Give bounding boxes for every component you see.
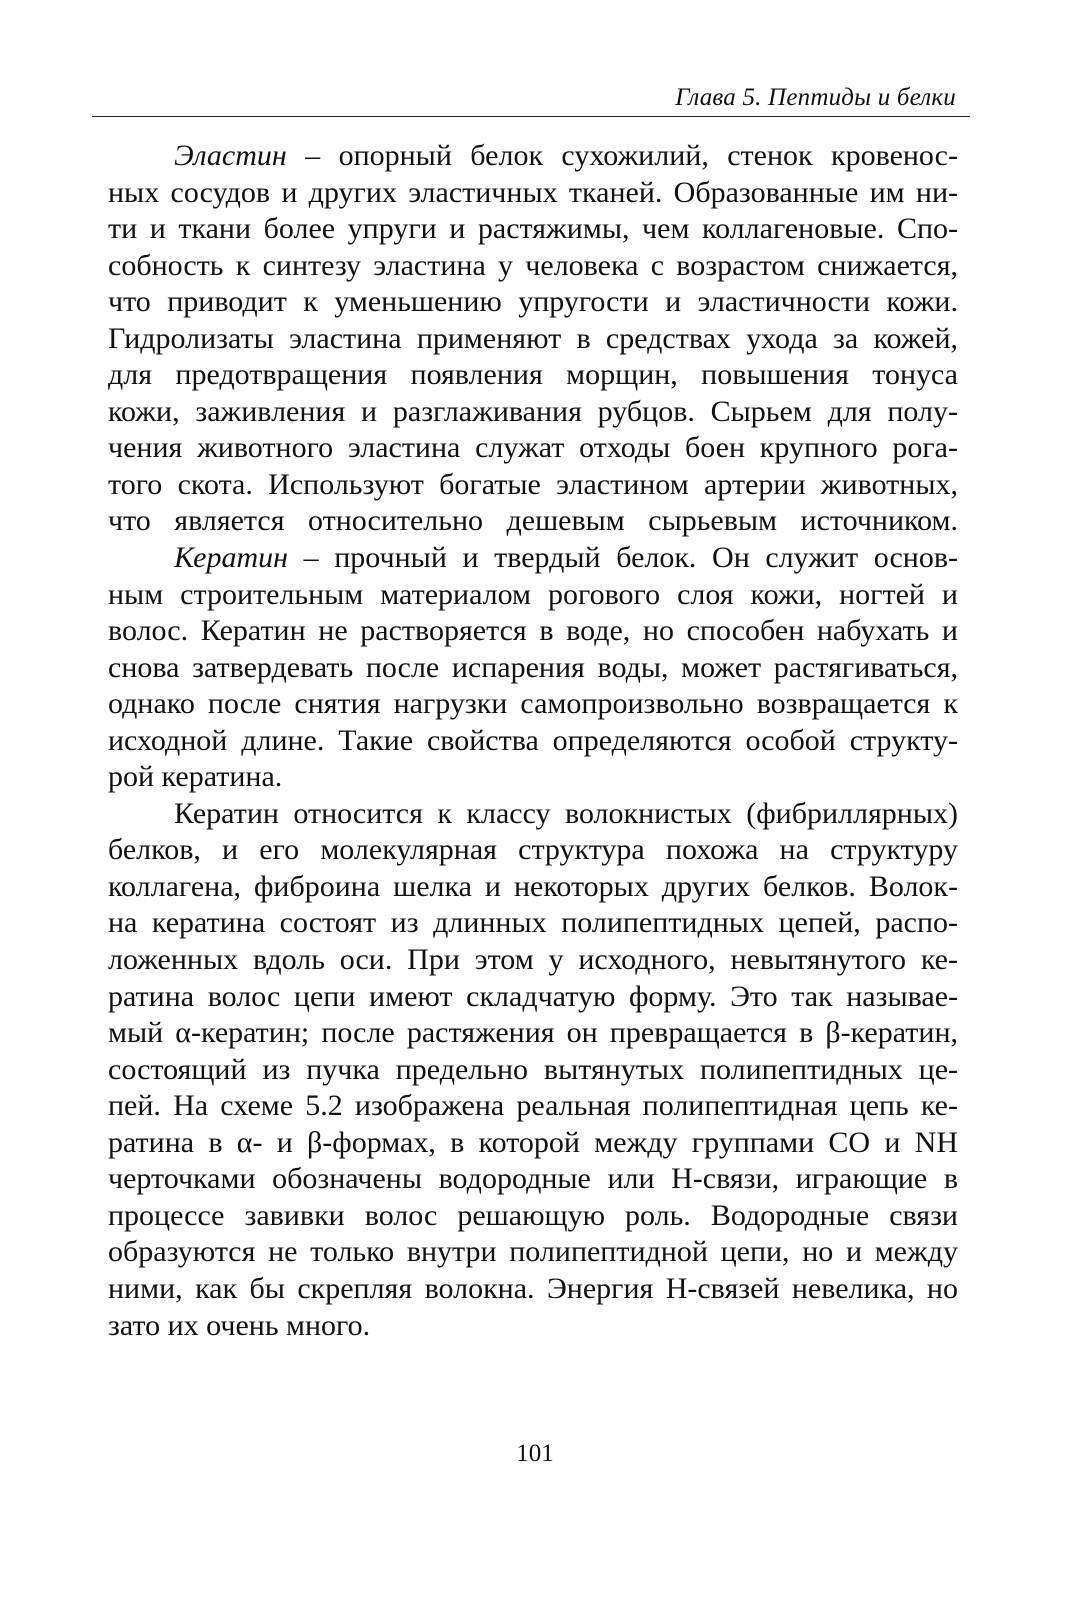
running-header — [92, 76, 970, 117]
paragraph-3-line: ратина волос цепи имеют складчатую форму. Это так называе- — [108, 979, 958, 1013]
paragraph-3-line: ложенных вдоль оси. При этом у исходного, невытянутого ке- — [108, 943, 958, 977]
paragraph-3-line: состоящий из пучка предельно вытянутых полипептидных це- — [108, 1052, 958, 1086]
paragraph-3-line: белков, и его молекулярная структура похожа на структуру — [108, 833, 958, 867]
paragraph-3-line: на кератина состоят из длинных полипептидных цепей, распо- — [108, 906, 958, 940]
page-number: 101 — [516, 1440, 554, 1467]
paragraph-2-line: волос. Кератин не растворяется в воде, но способен набухать и — [108, 614, 958, 648]
paragraph-2-line: рой кератина. — [108, 760, 283, 794]
paragraph-1-line: чения животного эластина служат отходы боен крупного рога- — [108, 431, 958, 465]
paragraph-1-line: что приводит к уменьшению упругости и эластичности кожи. — [108, 285, 958, 319]
paragraph-1-line: собность к синтезу эластина у человека с возрастом снижается, — [108, 248, 958, 282]
paragraph-1-line-1-text: – опорный белок сухожилий, стенок кровенос- — [286, 139, 958, 172]
paragraph-3-line: Кератин относится к классу волокнистых (фибриллярных) — [174, 796, 958, 830]
term-elastin: Эластин — [174, 139, 287, 172]
paragraph-2-line-1-text: – прочный и твердый белок. Он служит основ- — [288, 541, 958, 575]
page-body — [108, 138, 958, 1344]
paragraph-3-line: коллагена, фиброина шелка и некоторых других белков. Волок- — [108, 869, 958, 903]
paragraph-1-line: ти и ткани более упруги и растяжимы, чем коллагеновые. Спо- — [108, 212, 958, 246]
paragraph-1-line: для предотвращения появления морщин, повышения тонуса — [108, 358, 958, 392]
paragraph-1-line-1 — [108, 138, 958, 175]
paragraph-1-line: кожи, заживления и разглаживания рубцов. Сырьем для полу- — [108, 394, 958, 428]
paragraph-2-line: снова затвердевать после испарения воды, может растягиваться, — [108, 650, 958, 684]
paragraph-2-line: ным строительным материалом рогового слоя кожи, ногтей и — [108, 577, 958, 611]
term-keratin: Кератин — [174, 541, 289, 575]
paragraph-3-line: ними, как бы скрепляя волокна. Энергия Н-связей невелика, но — [108, 1271, 958, 1305]
paragraph-1-line: ных сосудов и других эластичных тканей. Образованные им ни- — [108, 175, 958, 209]
paragraph-3-line: процессе завивки волос решающую роль. Водородные связи — [108, 1198, 958, 1232]
paragraph-3-line: ратина в α- и β-формах, в которой между группами CO и NH — [108, 1125, 958, 1159]
running-title: Глава 5. Пептиды и белки — [675, 84, 956, 111]
paragraph-3-line: зато их очень много. — [108, 1308, 371, 1342]
paragraph-3-line: образуются не только внутри полипептидной цепи, но и между — [108, 1235, 958, 1269]
paragraph-3-line: пей. На схеме 5.2 изображена реальная полипептидная цепь ке- — [108, 1089, 958, 1123]
paragraph-1-line: что является относительно дешевым сырьевым источником. — [108, 504, 958, 538]
paragraph-2-line: исходной длине. Такие свойства определяются особой структу- — [108, 723, 958, 757]
paragraph-1-line: Гидролизаты эластина применяют в средствах ухода за кожей, — [108, 321, 958, 355]
paragraph-3-line: черточками обозначены водородные или Н-связи, играющие в — [108, 1162, 958, 1196]
paragraph-2-line: однако после снятия нагрузки самопроизвольно возвращается к — [108, 687, 958, 721]
paragraph-3-line: мый α-кератин; после растяжения он превращается в β-кератин, — [108, 1016, 958, 1050]
paragraph-2-line-1 — [108, 540, 958, 577]
paragraph-1-line: того скота. Используют богатые эластином артерии животных, — [108, 467, 958, 501]
